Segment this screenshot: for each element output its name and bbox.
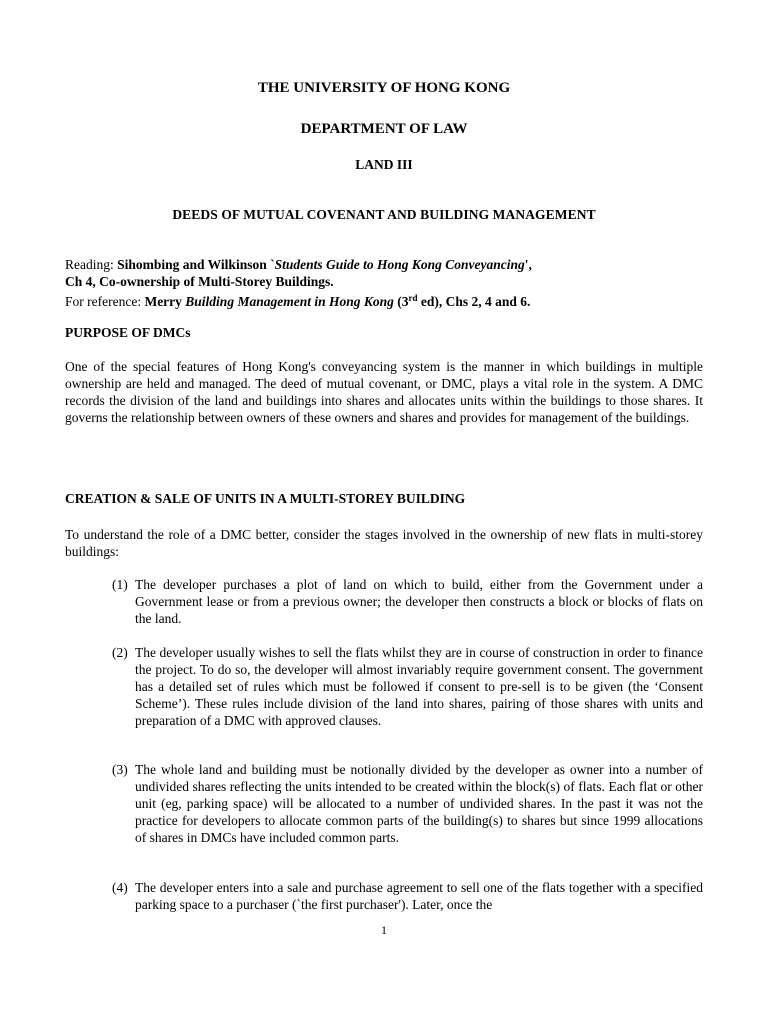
reference-edition-sup: rd — [408, 293, 418, 303]
reference-edition-close: ed), Chs 2, 4 and 6. — [417, 294, 531, 309]
list-item — [112, 761, 703, 846]
topic-heading: DEEDS OF MUTUAL COVENANT AND BUILDING MANAGEMENT — [172, 207, 596, 222]
reading-label: Reading: — [65, 257, 118, 272]
reference-label: For reference: — [65, 294, 145, 309]
university-heading: THE UNIVERSITY OF HONG KONG — [257, 80, 511, 96]
reading-book-title: Students Guide to Hong Kong Conveyancing — [274, 257, 525, 272]
list-item-text: The developer purchases a plot of land on which to build, either from the Government under a Government lease or from a previous owner; the developer then constructs a block or blocks of flats on the land. — [135, 577, 703, 626]
list-item — [112, 879, 703, 913]
course-heading: LAND III — [355, 157, 413, 172]
reading-line-3 — [65, 290, 705, 310]
section-title-purpose: PURPOSE OF DMCs — [65, 325, 191, 340]
reference-edition-open: (3 — [393, 294, 409, 309]
paragraph-creation-intro: To understand the role of a DMC better, consider the stages involved in the ownership of new flats in multi-storey buildings: — [65, 527, 703, 559]
section-title-creation: CREATION & SALE OF UNITS IN A MULTI-STOREY BUILDING — [65, 491, 466, 506]
reference-author: Merry — [144, 294, 186, 309]
list-item-text: The whole land and building must be notionally divided by the developer as owner into a number of undivided shares reflecting the units intended to be created within the block(s) of flats. Each flat or other unit (eg, parking space) will be allocated to a number of undivided shares. In the past it was not the practice for developers to allocate common parts of the building(s) to shares but since 1999 allocations of shares in DMCs have included common parts. — [135, 762, 703, 845]
list-item — [112, 576, 703, 627]
reading-list — [65, 256, 705, 310]
list-item-number: (3) — [112, 762, 128, 777]
reading-line-2 — [65, 273, 705, 290]
list-item-text: The developer usually wishes to sell the flats whilst they are in course of construction in order to finance the project. To do so, the developer will almost invariably require government consent. The government has a detailed set of rules which must be followed if consent to pre-sell is to be given (the ‘Consent Scheme’). These rules include division of the land into shares, pairing of those shares with units and preparation of a DMC with approved clauses. — [135, 645, 703, 728]
list-item — [112, 644, 703, 729]
department-heading: DEPARTMENT OF LAW — [300, 121, 468, 137]
list-item-number: (2) — [112, 645, 128, 660]
list-item-text: The developer enters into a sale and purchase agreement to sell one of the flats together with a specified parking space to a purchaser (`the first purchaser'). Later, once the — [135, 880, 703, 912]
reading-book-close: ', — [524, 257, 532, 272]
reading-chapter: Ch 4, Co-ownership of Multi-Storey Buildings. — [65, 274, 334, 289]
page-number: 1 — [381, 923, 387, 937]
list-item-number: (1) — [112, 577, 128, 592]
reading-line-1 — [65, 256, 705, 273]
list-item-number: (4) — [112, 880, 128, 895]
paragraph-purpose: One of the special features of Hong Kong's conveyancing system is the manner in which buildings in multiple ownership are held and managed. The deed of mutual covenant, or DMC, plays a vital role in the system. A DMC records the division of the land and buildings into shares and allocates units within the buildings to those shares. It governs the relationship between owners of these owners and shares and provides for management of the buildings. — [65, 359, 703, 425]
reference-title: Building Management in Hong Kong — [185, 294, 394, 309]
reading-authors: Sihombing and Wilkinson ` — [117, 257, 275, 272]
